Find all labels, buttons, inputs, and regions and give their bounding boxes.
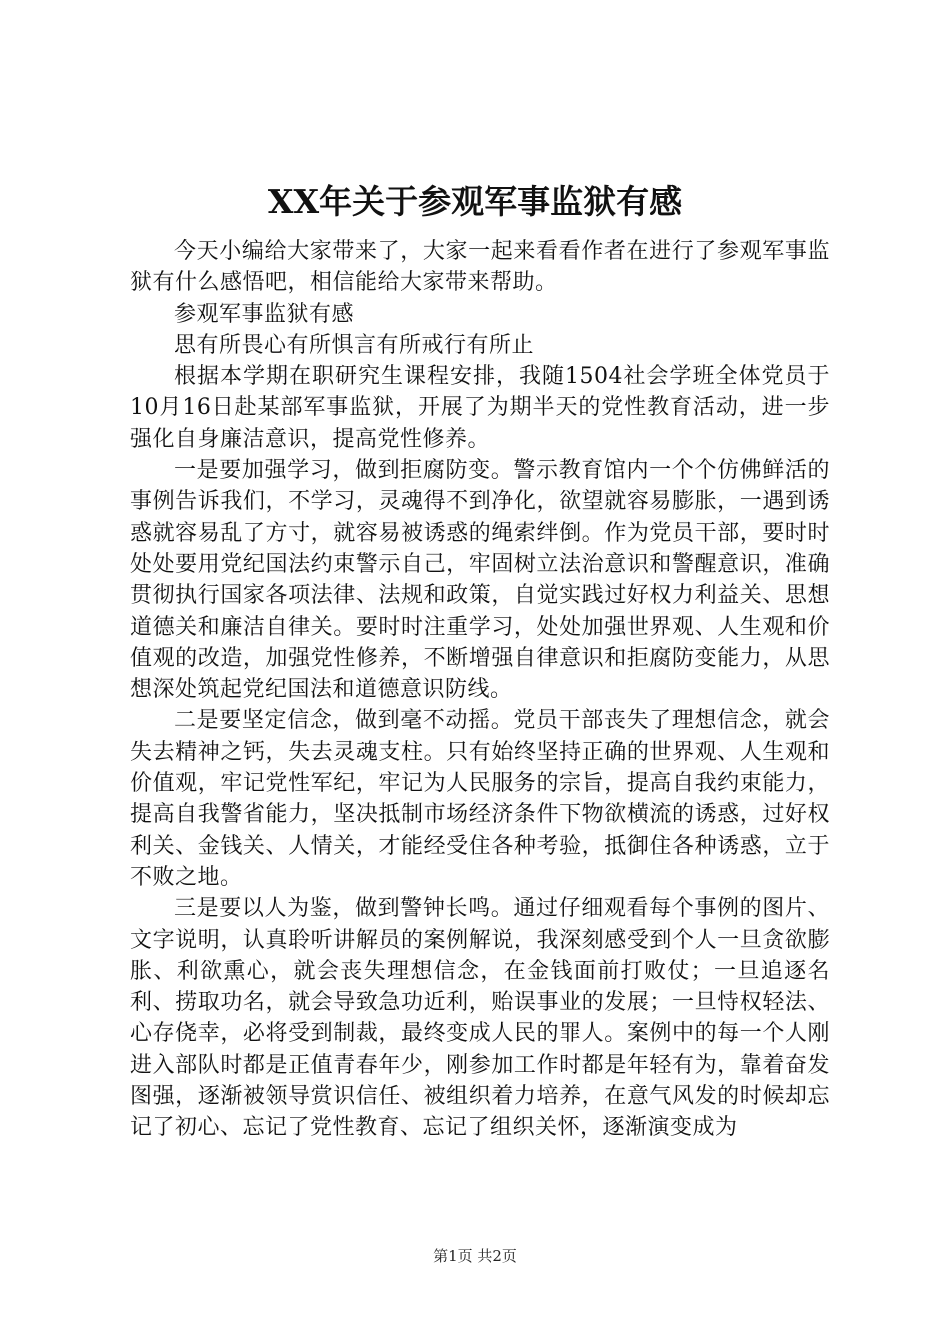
paragraph-point-three: 三是要以人为鉴，做到警钟长鸣。通过仔细观看每个事例的图片、文字说明，认真聆听讲解员的案例解说，我深刻感受到个人一旦贪欲膨胀、利欲熏心，就会丧失理想信念，在金钱面前打败仗；一旦追逐名利、捞取功名，就会导致急功近利，贻误事业的发展；一旦恃权轻法、心存侥幸，必将受到制裁，最终变成人民的罪人。案例中的每一个人刚进入部队时都是正值青春年少，刚参加工作时都是年轻有为，靠着奋发图强，逐渐被领导赏识信任、被组织着力培养，在意气风发的时候却忘记了初心、忘记了党性教育、忘记了组织关怀，逐渐演变成为 [130, 896, 830, 1141]
page-footer: 第1页 共2页 [433, 1247, 517, 1265]
paragraph-point-one: 一是要加强学习，做到拒腐防变。警示教育馆内一个个仿佛鲜活的事例告诉我们，不学习，灵魂得不到净化，欲望就容易膨胀，一遇到诱惑就容易乱了方寸，就容易被诱惑的绳索绊倒。作为党员干部，要时时处处要用党纪国法约束警示自己，牢固树立法治意识和警醒意识，准确贯彻执行国家各项法律、法规和政策，自觉实践过好权力利益关、思想道德关和廉洁自律关。要时时注重学习，处处加强世界观、人生观和价值观的改造，加强党性修养，不断增强自律意识和拒腐防变能力，从思想深处筑起党纪国法和道德意识防线。 [130, 458, 830, 703]
paragraph-motto: 思有所畏心有所惧言有所戒行有所止 [174, 332, 535, 358]
paragraph-point-two: 二是要坚定信念，做到毫不动摇。党员干部丧失了理想信念，就会失去精神之钙，失去灵魂支柱。只有始终坚持正确的世界观、人生观和价值观，牢记党性军纪，牢记为人民服务的宗旨，提高自我约束能力，提高自我警省能力，坚决抵制市场经济条件下物欲横流的诱惑，过好权利关、金钱关、人情关，才能经受住各种考验，抵御住各种诱惑，立于不败之地。 [130, 708, 830, 890]
paragraph-intro: 今天小编给大家带来了，大家一起来看看作者在进行了参观军事监狱有什么感悟吧，相信能给大家带来帮助。 [130, 239, 830, 296]
document-title: XX年关于参观军事监狱有感 [267, 182, 683, 221]
paragraph-subtitle: 参观军事监狱有感 [174, 301, 355, 327]
paragraph-background: 根据本学期在职研究生课程安排，我随1504社会学班全体党员于10月16日赴某部军事监狱，开展了为期半天的党性教育活动，进一步强化自身廉洁意识，提高党性修养。 [130, 364, 830, 452]
document-body [130, 236, 830, 1144]
